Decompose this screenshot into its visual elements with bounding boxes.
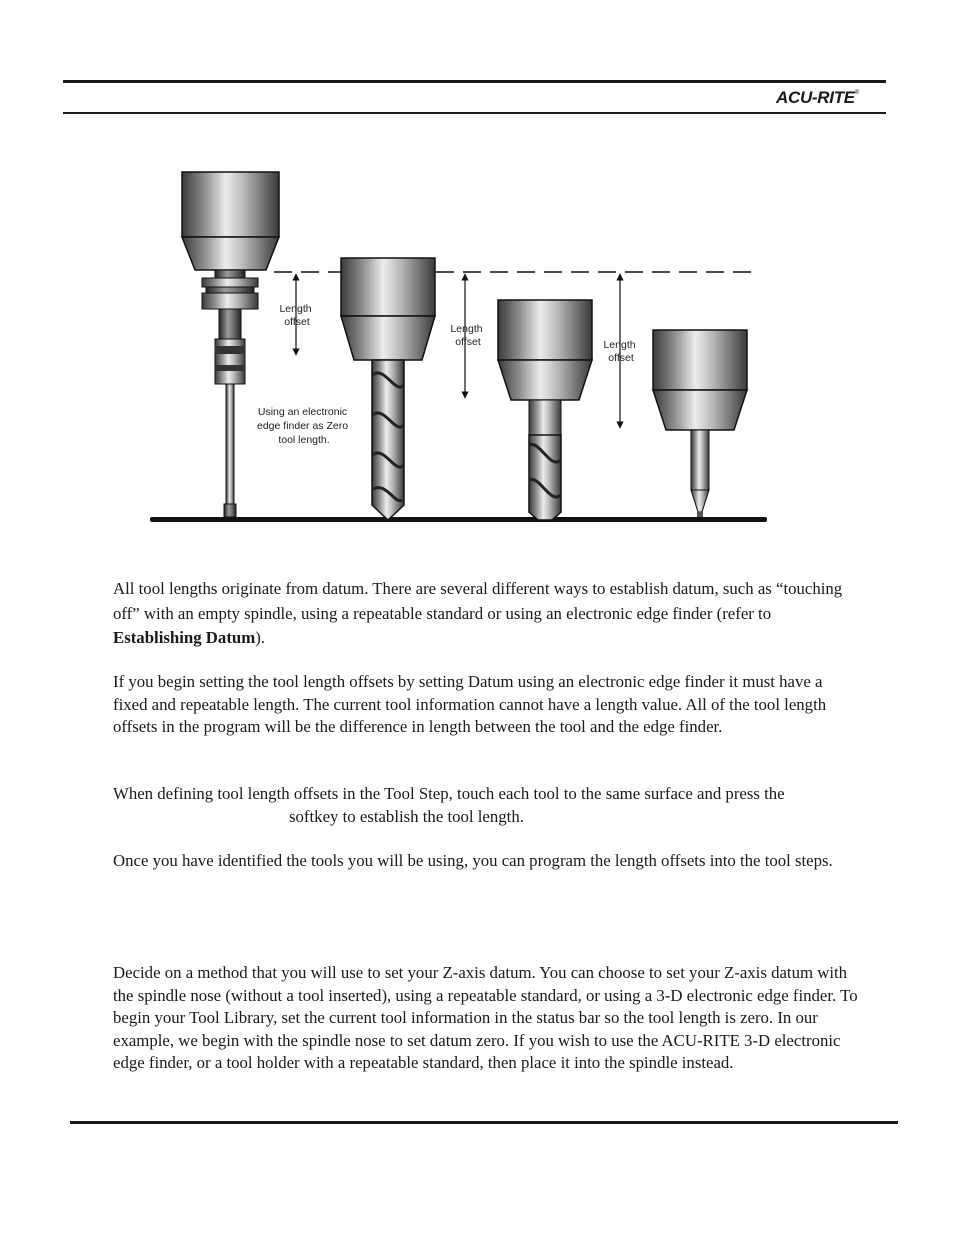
paragraph-edge-finder: If you begin setting the tool length offsets by setting Datum using an electronic edge finder it must have a fixed and repeatable length. The current tool information cannot have a length value. All of the tool length offsets in the program will be the difference in length between the tool and the edge finder. — [113, 672, 827, 736]
label-length-offset-3: Length offset — [603, 339, 636, 364]
drill-tool — [341, 258, 435, 520]
tool-length-offset-figure — [140, 160, 780, 530]
end-mill-tool — [498, 300, 592, 520]
paragraph-tool-step: When defining tool length offsets in the Tool Step, touch each tool to the same surface and press thesoftkey to establish the tool length. — [113, 784, 785, 826]
paragraph-program-offsets: Once you have identified the tools you will be using, you can program the length offsets into the tool steps. — [113, 851, 833, 870]
edge-finder-tool — [182, 172, 279, 517]
label-length-offset-2: Length offset — [450, 323, 483, 348]
acu-rite-logo: ACU-RITE® — [776, 88, 859, 107]
establishing-datum-ref: Establishing Datum — [113, 628, 256, 647]
work-surface — [150, 517, 767, 522]
spot-drill-tool — [653, 330, 747, 517]
label-length-offset-1: Length offset — [279, 303, 312, 328]
footer-rule — [70, 1121, 898, 1124]
paragraph-datum-origin: All tool lengths originate from datum. There are several different ways to establish datum, such as “touching off” with an empty spindle, using a repeatable standard or using an electronic edge finder (refer to Establishing Datum). — [113, 579, 843, 647]
header-rule-top — [63, 80, 886, 83]
label-edge-finder-note: Using an electronic edge finder as Zero tool length. — [257, 406, 349, 446]
paragraph-z-axis-datum: Decide on a method that you will use to set your Z-axis datum. You can choose to set your Z-axis datum with the spindle nose (without a tool inserted), using a repeatable standard, or using a 3-D electronic edge finder. To begin your Tool Library, set the current tool information in the status bar so the tool length is zero. In our example, we begin with the spindle nose to set datum zero. If you wish to use the ACU-RITE 3-D electronic edge finder, or a tool holder with a repeatable standard, then place it into the spindle instead. — [113, 963, 858, 1072]
header-rule-bottom — [63, 112, 886, 114]
